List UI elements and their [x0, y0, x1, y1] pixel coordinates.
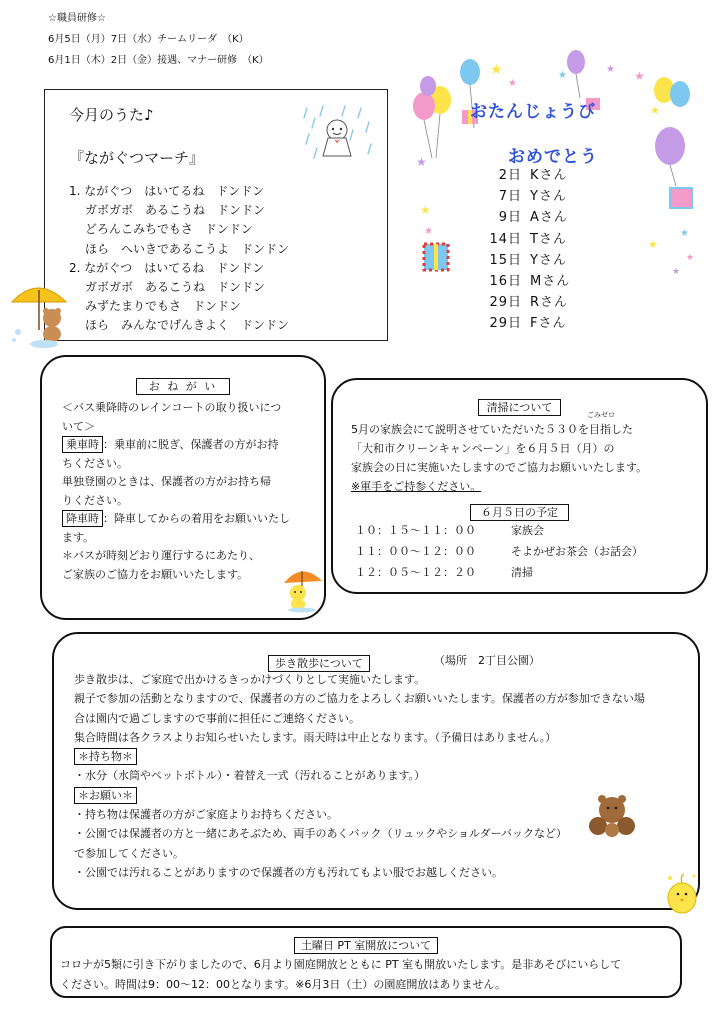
request-line: ・持ち物は保護者の方がご家庭よりお持ちください。 — [74, 808, 338, 822]
onegai-alight-cont: ます。 — [62, 530, 95, 544]
birthday-day: 2日 — [498, 168, 522, 183]
birthday-name: Yさん — [530, 189, 567, 205]
cleaning-body — [351, 420, 647, 496]
birthday-name: Rさん — [530, 295, 569, 311]
birthday-name: Mさん — [530, 274, 571, 290]
birthday-row — [476, 271, 570, 292]
cleaning-ruby: ごみゼロ — [587, 411, 615, 419]
schedule-list — [355, 520, 643, 583]
walk-line: 歩き散歩は、ご家庭で出かけるきっかけづくりとして実施いたします。 — [74, 673, 426, 686]
svg-text:★: ★ — [650, 104, 660, 117]
items-label: ＊持ち物＊ — [74, 748, 137, 765]
chick-icon — [664, 872, 700, 916]
svg-text:★: ★ — [508, 78, 517, 89]
onegai-note: ご家族のご協力をお願いいたします。 — [62, 567, 249, 581]
onegai-boarding-cont: ちください。 — [62, 456, 128, 470]
schedule-time: １２：０５～１２：２０ — [355, 566, 476, 579]
pt-body — [60, 955, 621, 995]
schedule-event: 清掃 — [511, 566, 533, 579]
lyric-line: 1. ながぐつ はいてるね ドンドン — [69, 184, 265, 198]
items-text: ・水分（水筒やペットボトル）・着替え一式（汚れることがあります。） — [74, 769, 426, 783]
birthday-row — [476, 186, 570, 207]
walk-line: 親子で参加の活動となりますので、保護者の方のご協力をよろしくお願いいたします。保護者の方が参加できない場 — [74, 692, 645, 706]
onegai-subtitle: ＜バス乗降時のレインコートの取り扱いにつ — [62, 401, 282, 414]
lyric-line: ほら へいきであるこうよ ドンドン — [85, 241, 290, 256]
birthday-row — [476, 292, 570, 313]
lyric-line: ほら みんなでげんきよく ドンドン — [85, 318, 290, 333]
birthday-day: 7日 — [498, 189, 522, 205]
alight-text: ：降車してからの着用をお願いいたし — [103, 512, 290, 525]
lyric-line: ガボガボ あるこうね ドンドン — [85, 203, 266, 218]
request-line: ・公園では保護者の方と一緒にあそぶため、両手のあくバック（リュックやショルダーバックなど） — [74, 827, 568, 841]
birthday-row — [476, 229, 570, 250]
song-title: 『ながぐつマーチ』 — [69, 149, 205, 167]
pt-line: コロナが5類に引き下がりましたので、6月より園庭開放とともに PT 室も開放いたします。是非あそびにいらして — [60, 958, 622, 971]
svg-text:★: ★ — [424, 226, 433, 237]
svg-text:★: ★ — [648, 238, 658, 251]
birthday-day: 16日 — [489, 274, 522, 290]
svg-text:★: ★ — [416, 155, 427, 169]
walk-line: 合は園内で過ごしますので事前に担任にご連絡ください。 — [74, 711, 360, 725]
schedule-row — [355, 562, 643, 583]
schedule-row — [355, 520, 643, 541]
bear-umbrella-icon — [8, 280, 74, 352]
schedule-row — [355, 541, 643, 562]
svg-text:★: ★ — [672, 267, 681, 277]
svg-text:★: ★ — [634, 69, 645, 83]
pt-title: 土曜日 PT 室開放について — [294, 937, 438, 954]
birthday-day: 29日 — [489, 295, 522, 311]
lyric-line: どろんこみちでもさ ドンドン — [85, 222, 253, 237]
schedule-title: ６月５日の予定 — [470, 504, 569, 521]
request-line: で参加してください。 — [74, 846, 184, 860]
boarding-label: 乗車時 — [62, 436, 103, 453]
cleaning-note: ※軍手をご持参ください。 — [351, 480, 482, 493]
cleaning-title: 清掃について — [478, 399, 562, 416]
staff-training-line: 6月5日（月）7日（水）チームリーダ （K） — [48, 34, 249, 45]
cleaning-box — [331, 378, 708, 594]
birthday-title: おたんじょうび — [470, 102, 596, 122]
svg-text:★: ★ — [490, 62, 503, 78]
song-heading: 今月のうた♪ — [69, 106, 154, 124]
birthday-list — [476, 165, 570, 335]
song-box — [44, 89, 388, 341]
birthday-row — [476, 250, 570, 271]
walk-title: 歩き散歩について — [268, 655, 370, 672]
onegai-alone-cont: りください。 — [62, 493, 128, 507]
svg-text:★: ★ — [606, 64, 615, 75]
birthday-day: 9日 — [498, 210, 522, 226]
birthday-row — [476, 165, 570, 186]
schedule-time: １０：１５～１１：００ — [355, 524, 476, 537]
staff-training — [48, 8, 269, 71]
schedule-time: １１：００～１２：００ — [355, 545, 476, 558]
child-umbrella-icon — [280, 563, 326, 613]
cleaning-line: 5月の家族会にて説明させていただいた５３０を目指した — [351, 423, 633, 436]
schedule-event: そよかぜお茶会（お話会） — [511, 545, 643, 558]
lyric-line: みずたまりでもさ ドンドン — [85, 299, 242, 314]
svg-text:★: ★ — [420, 203, 431, 217]
birthday-name: Yさん — [530, 252, 567, 268]
schedule-event: 家族会 — [511, 524, 544, 537]
onegai-note: ＊バスが時刻どおり運行するにあたり、 — [62, 549, 260, 562]
boarding-text: ：乗車前に脱ぎ、保護者の方がお持 — [103, 438, 279, 451]
walk-box — [52, 632, 700, 910]
birthday-day: 29日 — [489, 316, 522, 332]
birthday-congrats: おめでとう — [508, 147, 598, 167]
request-line: ・公園では汚れることがありますので保護者の方も汚れてもよい服でお越しください。 — [74, 865, 503, 879]
lyric-line: 2. ながぐつ はいてるね ドンドン — [69, 260, 265, 275]
birthday-day: 15日 — [489, 252, 522, 268]
onegai-box — [40, 355, 326, 620]
alight-label: 降車時 — [62, 510, 103, 527]
onegai-boarding — [62, 436, 290, 455]
onegai-alight — [62, 510, 290, 529]
svg-text:★: ★ — [686, 253, 695, 263]
walk-line: 集合時間は各クラスよりお知らせいたします。雨天時は中止となります。（予備日はありません。） — [74, 730, 557, 744]
walk-place: （場所 2丁目公園） — [434, 654, 540, 667]
walk-body — [74, 670, 645, 882]
staff-training-line: 6月1日（木）2日（金）接遇、マナー研修 （K） — [48, 55, 269, 66]
birthday-name: Aさん — [530, 210, 568, 226]
birthday-row — [476, 313, 570, 334]
onegai-subtitle: いて＞ — [62, 419, 95, 433]
onegai-alone: 単独登園のときは、保護者の方がお持ち帰 — [62, 475, 271, 488]
request-label: ＊お願い＊ — [74, 787, 137, 804]
pt-line: ください。時間は9：00～12：00となります。※6月3日（土）の園庭開放はありません。 — [60, 978, 506, 991]
svg-text:★: ★ — [680, 228, 689, 239]
birthday-name: Tさん — [530, 231, 567, 247]
birthday-day: 14日 — [489, 231, 522, 247]
cleaning-line: 「大和市クリーンキャンペーン」を６月５日（月）の — [351, 442, 615, 455]
onegai-title: お ね が い — [136, 378, 231, 395]
birthday-name: Fさん — [530, 316, 567, 332]
birthday-name: Kさん — [530, 168, 568, 183]
onegai-body — [62, 399, 290, 584]
svg-text:★: ★ — [558, 70, 567, 81]
bears-icon — [586, 792, 638, 838]
staff-training-heading: ☆職員研修☆ — [48, 13, 106, 24]
cleaning-line: 家族会の日に実施いたしますのでご協力お願いいたします。 — [351, 461, 648, 474]
birthday-row — [476, 207, 570, 228]
teru-teru-bozu-icon — [301, 104, 377, 166]
pt-room-box — [50, 926, 682, 998]
lyric-line: ガボガボ あるこうね ドンドン — [85, 280, 266, 295]
song-lyrics — [69, 182, 289, 336]
